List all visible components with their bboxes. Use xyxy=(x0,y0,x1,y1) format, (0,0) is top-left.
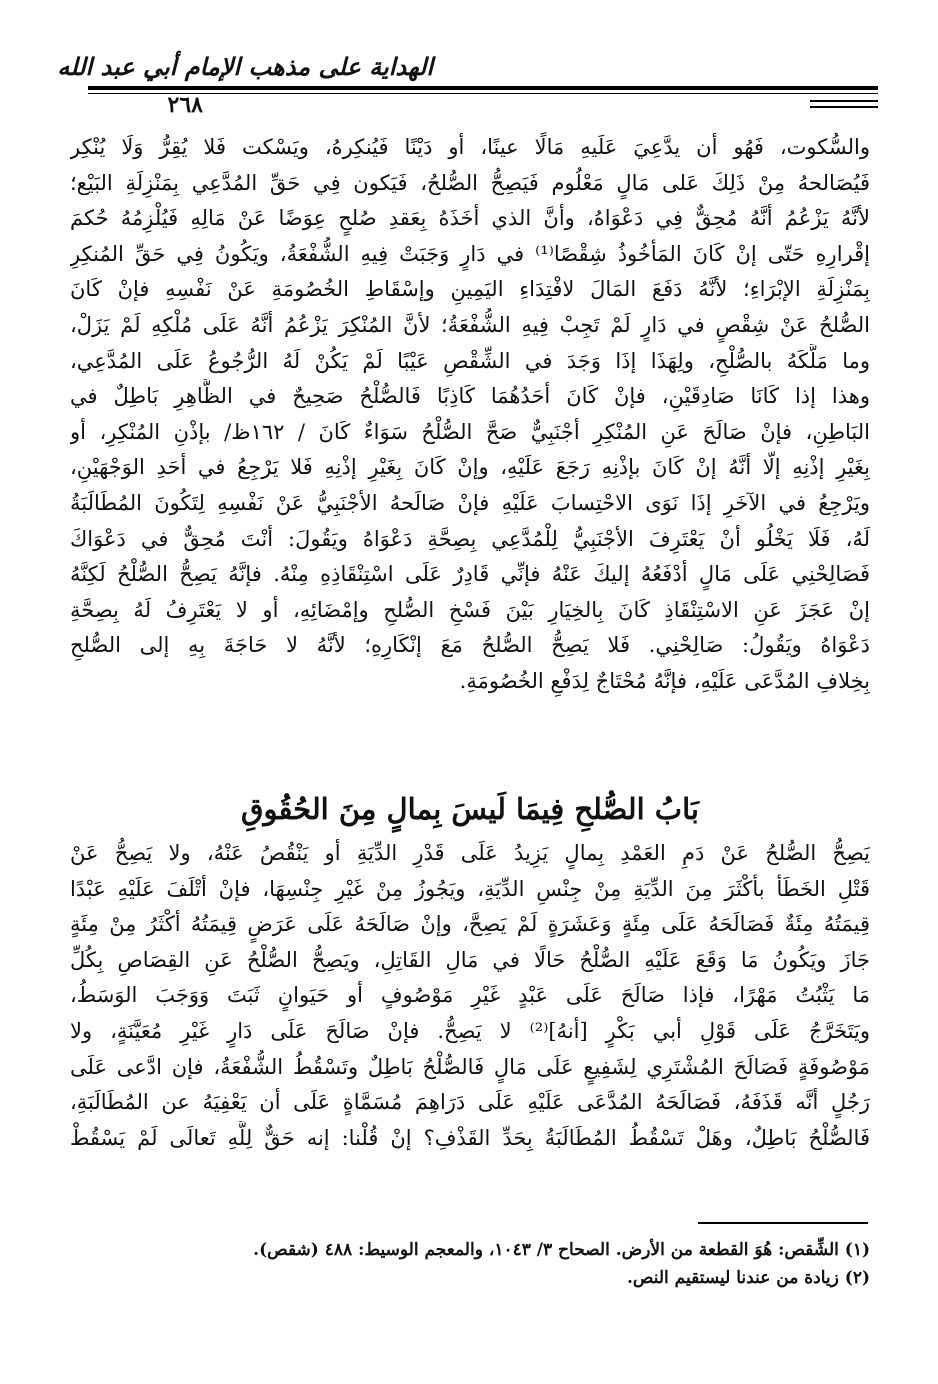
text-line: البَاطِنِ، فإنْ صَالَحَ عَنِ المُنْكِرِ أجْنَبِيٌّ صَحَّ الصُّلْحُ سَوَاءٌ كَانَ / ١٦٢ظ/ بإذْنِ المُنْكِرِ، أو xyxy=(70,419,870,444)
section-heading: بَابُ الصُّلحِ فِيمَا لَيسَ بِمالٍ مِنَ الحُقُوقِ xyxy=(240,792,700,826)
text-line: والسُّكوت، فَهُو أن يدَّعِيَ عَلَيهِ مَالًا عينًا، أو دَيْنًا فَيُنكِرهُ، ويَسْكت فَلا يُقِرُّ وَلَا يُنْكِر xyxy=(70,135,870,159)
text-line: دَعْوَاهُ ويَقُولُ: صَالِحْنِي. فَلا يَصِحُّ الصُّلحُ مَعَ إنْكَارِهِ؛ لأنَّهُ لا حَاجَةَ بِهِ إلى الصُّلحِ xyxy=(70,633,870,658)
text-line: الصُّلحُ عَنْ شِقْصٍ في دَارٍ لَمْ تَجِبْ فِيهِ الشُّفْعَةُ؛ لأنَّ المُنْكِرَ يَزْعُمُ أنَّهُ عَلَى مُلْكِهِ لَمْ يَزَلْ، xyxy=(70,312,870,337)
text-line: رَجُلٍ أنَّه قَذَفَهُ، فَصَالَحَهُ المُدَّعَى عَلَيْهِ عَلَى دَرَاهِمَ مُسَمَّاةٍ عَلَى أن يَعْفِيَهُ عن المُطَالَبَةِ، xyxy=(70,1090,870,1115)
text-line: بِغَيْرِ إذْنِهِ إلّا أنَّهُ إنْ كَانَ بإذْنِهِ رَجَعَ عَلَيْهِ، وإنْ كَانَ بِغَيْرِ إذْنِهِ فَلا يَرْجِعُ في أحَدِ الوَجْهَيْنِ، xyxy=(70,455,870,480)
text-line: قَتْلِ الخَطَأ بأكْثَرَ مِنَ الدِّيَةِ مِنْ جِنْسِ الدِّيَةِ، ويَجُوزُ مِنْ غَيْرِ جِنْسِهَا، فإنْ أتْلَفَ عَلَيْهِ عَبْدًا xyxy=(70,876,870,901)
text-line: مَا يَثْبُتُ مَهْرًا، فإذا صَالَحَ عَلَى عَبْدٍ غَيْرِ مَوْصُوفٍ أو حَيَوانٍ ثَبَتَ وَوَجَبَ الوَسَطُ، xyxy=(70,983,870,1008)
section-paragraph xyxy=(70,836,870,1156)
page-number: ٢٦٨ xyxy=(167,92,203,118)
text-line: إقْرارِهِ حَتّى إنْ كَانَ المَأخُوذُ شِقْصًا⁽¹⁾ في دَارٍ وَجَبَتْ فِيهِ الشُّفْعَةُ، ويَكُونُ فِي حَقِّ المُنكِرِ xyxy=(70,241,870,266)
footnotes xyxy=(70,1236,870,1292)
page-number-ornament-line xyxy=(810,100,878,102)
text-line: لأنَّهُ يَزْعُمُ أنَّهُ مُحِقٌّ فِي دَعْوَاهُ، وأنَّ الذي أخَذَهُ بِعَقدِ صُلحٍ عِوَضًا عَنْ مَالِهِ فَيُلْزِمُهُ حُكمَ xyxy=(70,206,870,231)
text-line: بِمَنْزِلَةِ الإبْرَاءِ؛ لأنَّهُ دَفَعَ المَالَ لافْتِدَاءِ اليَمِينِ وإسْقَاطِ الخُصُومَةِ عَنْ نَفْسِهِ فإنْ كَانَ xyxy=(70,277,870,302)
text-line: قِيمَتُهُ مِئَةٌ فَصَالَحَهُ عَلَى مِئَةٍ وَعَشَرَةٍ لَمْ يَصِحَّ، وإنْ صَالَحَهُ عَلَى عَرَضٍ قِيمَتُهُ أكْثَرُ مِنْ مِئَةٍ xyxy=(70,912,870,937)
footnote-1: (١) الشِّقص: هُوَ القطعة من الأرض. الصحاح ٣/ ١٠٤٣، والمعجم الوسيط: ٤٨٨ (شقص). xyxy=(253,1240,870,1260)
main-paragraph xyxy=(70,130,870,700)
header-rule-thick xyxy=(88,86,878,90)
text-line: جَازَ ويَكُونُ مَا وَقَعَ عَلَيْهِ الصُّلْحُ حَالًا في مَالِ القَاتِلِ، ويَصِحُّ الصُّلْحُ عَنِ القِصَاصِ بِكُلِّ xyxy=(70,947,870,972)
text-line: إنْ عَجَزَ عَنِ الاسْتِنْقَاذِ كَانَ بِالخِيَارِ بَيْنَ فَسْخِ الصُّلحِ وإمْضَائِهِ، أو لا يَعْتَرِفُ لَهُ بِصِحَّةِ xyxy=(70,597,870,622)
text-line: فَالصُّلْحُ بَاطِلٌ، وهَلْ تَسْقُطُ المُطَالَبَةُ بِحَدِّ القَذْفِ؟ إنْ قُلْنا: إنه حَقٌّ لِلَّهِ تَعالَى لَمْ يَسْقُطْ xyxy=(70,1125,870,1150)
footnote-2: (٢) زيادة من عندنا ليستقيم النص. xyxy=(626,1268,870,1288)
footnote-separator xyxy=(698,1222,868,1224)
text-line: وما مَلَّكَهُ بالصُّلْحِ، ولِهَذَا إذَا وَجَدَ في الشِّقْصِ عَيْبًا لَمْ يَكُنْ لَهُ الرُّجُوعُ عَلَى المُدَّعِي، xyxy=(70,348,870,373)
text-line: فَصَالِحْنِي عَلَى مَالٍ أدْفَعُهُ إليكَ عَنْهُ فإنِّي قَادِرٌ عَلَى اسْتِنْقَاذِهِ مِنْهُ. فإنَّهُ يَصِحُّ الصُّلْحُ لَكِنَّهُ xyxy=(70,562,870,587)
text-line: ويَتَخَرَّجُ عَلَى قَوْلِ أبي بَكْرٍ [أنهُ]⁽²⁾ لا يَصِحُّ. فإنْ صَالَحَ عَلَى دَارٍ غَيْرِ مُعَيَّنَةٍ، ولا xyxy=(70,1018,870,1043)
running-title: الهداية على مذهب الإمام أبي عبد الله xyxy=(57,52,433,81)
header-rule-thin xyxy=(88,93,878,94)
text-line: وهذا إذا كَانَا صَادِقَيْنِ، فإنْ كَانَ أحَدُهُمَا كَاذِبًا فَالصُّلْحُ صَحِيحٌ في الظَّاهِرِ بَاطِلٌ في xyxy=(70,384,870,409)
text-line: ويَرْجِعُ في الآخَرِ إذَا نَوَى الاحْتِسابَ عَلَيْهِ فإنْ صَالَحهُ الأجْنَبِيُّ عَنْ نَفْسِهِ لِتَكُونَ المُطَالَبَةُ xyxy=(70,490,870,515)
text-line: يَصِحُّ الصُّلحُ عَنْ دَمِ العَمْدِ بِمالٍ يَزِيدُ عَلَى قَدْرِ الدِّيَةِ أو يَنْقُصُ عَنْهُ، ولا يَصِحُّ عَنْ xyxy=(70,841,870,865)
text-line: مَوْصُوفَةٍ فَصَالَحَ المُشْتَرِي لِشَفِيعٍ عَلَى مَالٍ فَالصُّلْحُ بَاطِلٌ وتَسْقُطُ الشُّفْعَةُ، فإن ادَّعى عَلَى xyxy=(70,1054,870,1079)
page-number-ornament-line xyxy=(810,106,878,108)
text-line: بِخِلافِ المُدَّعَى عَلَيْهِ، فإنَّهُ مُحْتَاجٌ لِدَفْعِ الخُصُومَةِ. xyxy=(459,668,870,693)
text-line: لَهُ، فَلَا يَخْلُو أنْ يَعْتَرِفَ الأجْنَبِيُّ لِلْمُدَّعِي بِصِحَّةِ دَعْوَاهُ ويَقُولَ: أنْتَ مُحِقٌّ في دَعْوَاكَ xyxy=(70,526,870,551)
text-line: فَيُصَالحهُ مِنْ ذَلِكَ عَلى مَالٍ مَعْلُوم فَيَصِحُّ الصُّلحُ، فَيَكون فِي حَقِّ المُدَّعِي بِمَنْزِلَةِ البَيْع؛ xyxy=(70,170,870,195)
